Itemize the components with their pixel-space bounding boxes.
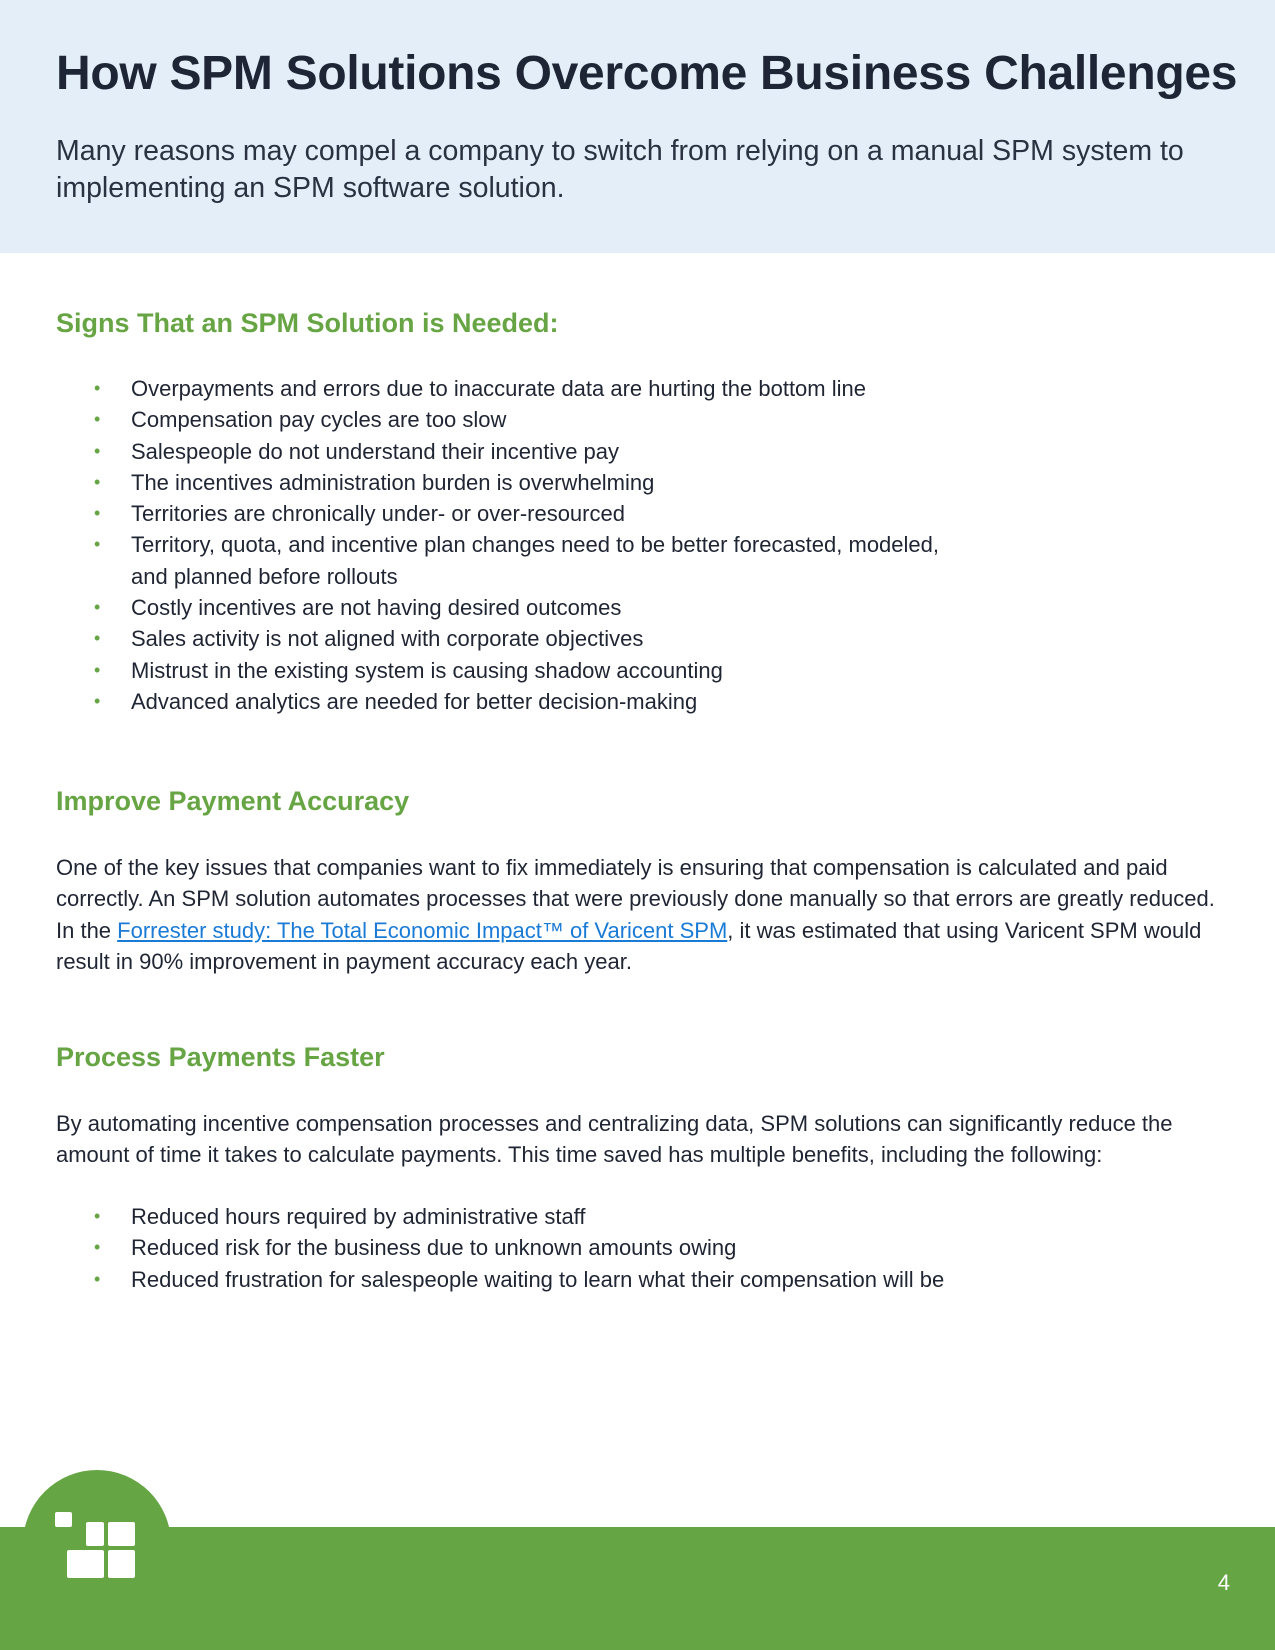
bullet-icon: • <box>94 597 101 618</box>
list-item: • Reduced hours required by administrative staff <box>56 1201 951 1232</box>
list-item: • Overpayments and errors due to inaccurate data are hurting the bottom line <box>56 373 951 404</box>
benefits-list <box>56 1201 951 1295</box>
list-item: • Compensation pay cycles are too slow <box>56 404 951 435</box>
bullet-icon: • <box>94 440 101 461</box>
varicent-logo-icon <box>23 1470 171 1618</box>
signs-heading: Signs That an SPM Solution is Needed: <box>56 308 559 338</box>
signs-list <box>56 373 951 717</box>
logo-square-icon <box>55 1512 72 1527</box>
bullet-icon: • <box>94 378 101 398</box>
list-item: • Costly incentives are not having desired outcomes <box>56 592 951 623</box>
list-item: • Advanced analytics are needed for better decision-making <box>56 686 951 717</box>
faster-heading: Process Payments Faster <box>56 1042 385 1072</box>
bullet-icon: • <box>94 409 101 430</box>
bullet-icon: • <box>94 659 101 680</box>
list-item: • Territory, quota, and incentive plan changes need to be better forecasted, modeled, and planned before rollouts <box>56 529 951 592</box>
footer-band <box>0 1527 1275 1650</box>
intro-paragraph: Many reasons may compel a company to switch from relying on a manual SPM system to implementing an SPM software solution. <box>56 135 1184 204</box>
logo-square-icon <box>108 1550 135 1578</box>
page-number: 4 <box>1217 1570 1230 1595</box>
header-band <box>0 0 1275 253</box>
list-item: • Reduced risk for the business due to unknown amounts owing <box>56 1232 951 1263</box>
logo-square-icon <box>86 1522 104 1546</box>
list-item: • Reduced frustration for salespeople waiting to learn what their compensation will be <box>56 1264 951 1295</box>
bullet-icon: • <box>94 471 101 492</box>
logo-square-icon <box>67 1550 104 1578</box>
accuracy-heading: Improve Payment Accuracy <box>56 786 410 816</box>
list-item: • Sales activity is not aligned with corporate objectives <box>56 623 951 654</box>
bullet-icon: • <box>94 503 101 524</box>
page-title: How SPM Solutions Overcome Business Challenges <box>56 47 1238 100</box>
bullet-icon: • <box>94 1206 101 1226</box>
bullet-icon: • <box>94 534 101 555</box>
list-item: • Salespeople do not understand their incentive pay <box>56 436 951 467</box>
bullet-icon: • <box>94 1237 101 1258</box>
logo-square-icon <box>108 1522 135 1546</box>
bullet-icon: • <box>94 1268 101 1289</box>
list-item: • Mistrust in the existing system is causing shadow accounting <box>56 655 951 686</box>
accuracy-paragraph: One of the key issues that companies want to fix immediately is ensuring that compensation is calculated and paid correctly. An SPM solution automates processes that were previously done manually so that errors are greatly reduced. In the Forrester study: The Total Economic Impact™ of Varicent SPM, it was estimated that using Varicent SPM would result in 90% improvement in payment accuracy each year. <box>56 855 1215 974</box>
forrester-study-link[interactable]: Forrester study: The Total Economic Impact™ of Varicent SPM <box>117 917 728 943</box>
bullet-icon: • <box>94 628 101 649</box>
list-item: • The incentives administration burden is overwhelming <box>56 467 951 498</box>
faster-paragraph: By automating incentive compensation processes and centralizing data, SPM solutions can significantly reduce the amount of time it takes to calculate payments. This time saved has multiple benefits, including the following: <box>56 1111 1173 1168</box>
bullet-icon: • <box>94 690 101 711</box>
list-item: • Territories are chronically under- or over-resourced <box>56 498 951 529</box>
